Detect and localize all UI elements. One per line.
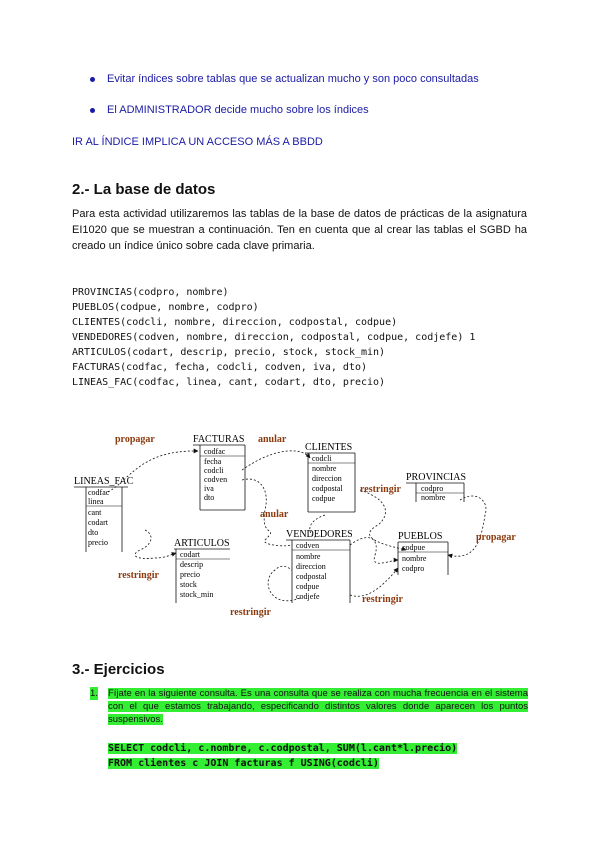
table-articulos (174, 538, 230, 603)
table-field: nombre (296, 552, 321, 561)
sql-line (108, 756, 457, 771)
table-field: cant (88, 508, 102, 517)
table-title: ARTICULOS (174, 538, 230, 549)
bullet-icon (90, 77, 95, 82)
table-field: codpro (402, 564, 425, 573)
label-restringir: restringir (118, 570, 159, 581)
table-title: VENDEDORES (286, 529, 353, 540)
table-field: precio (180, 570, 200, 579)
table-clientes (305, 442, 355, 512)
table-field: stock_min (180, 590, 214, 599)
label-anular: anular (260, 509, 289, 520)
table-facturas (193, 434, 245, 510)
schema-line: PUEBLOS(codpue, nombre, codpro) (72, 302, 259, 313)
table-field: nombre (421, 493, 446, 502)
table-title: PROVINCIAS (406, 472, 467, 483)
table-field: linea (88, 497, 104, 506)
table-field: codven (204, 475, 228, 484)
table-field: codpue (296, 582, 320, 591)
schema-line: FACTURAS(codfac, fecha, codcli, codven, iva, dto) (72, 362, 368, 373)
index-note: IR AL ÍNDICE IMPLICA UN ACCESO MÁS A BBDD (72, 136, 323, 148)
table-field: codpue (402, 543, 426, 552)
table-field: dto (88, 528, 99, 537)
schema-line: CLIENTES(codcli, nombre, direccion, codpostal, codpue) (72, 317, 398, 328)
table-field: direccion (312, 474, 342, 483)
table-field: dto (204, 493, 215, 502)
schema-line: LINEAS_FAC(codfac, linea, cant, codart, dto, precio) (72, 377, 386, 388)
sql-line-text: FROM clientes c JOIN facturas f USING(codcli) (108, 758, 379, 769)
table-title: FACTURAS (193, 434, 245, 445)
section-2-paragraph: Para esta actividad utilizaremos las tablas de la base de datos de prácticas de la asignatura EI1020 que se muestran a continuación. Ten en cuenta que al crear las tablas el SGBD ha creado un índice único sobre cada clave primaria. (72, 208, 527, 252)
table-vendedores (286, 529, 353, 603)
bullet-icon (90, 108, 95, 113)
table-field: codcli (312, 454, 332, 463)
table-field: codpue (312, 494, 336, 503)
table-lineas-fac (74, 476, 134, 552)
label-restringir: restringir (230, 607, 271, 618)
table-field: codfac (204, 447, 226, 456)
database-diagram (60, 420, 540, 620)
table-field: codart (88, 518, 108, 527)
table-field: fecha (204, 457, 222, 466)
schema-listing (72, 285, 475, 390)
table-title: PUEBLOS (398, 531, 443, 542)
table-pueblos (398, 531, 448, 575)
table-provincias (406, 472, 466, 502)
sql-line (108, 741, 457, 756)
table-field: codpro (421, 484, 444, 493)
sql-query (108, 741, 457, 771)
bullet-text: Evitar índices sobre tablas que se actualizan mucho y son poco consultadas (107, 73, 479, 85)
label-anular: anular (258, 434, 287, 445)
schema-line: PROVINCIAS(codpro, nombre) (72, 287, 229, 298)
exercise-1 (90, 687, 528, 726)
table-field: codven (296, 541, 320, 550)
exercise-text-highlight: Fíjate en la siguiente consulta. Es una consulta que se realiza con mucha frecuencia en el sistema con el que estamos trabajando, especificando distintos valores donde aparecen los puntos suspensivos. (108, 688, 528, 725)
exercise-number: 1. (90, 688, 98, 699)
table-field: nombre (312, 464, 337, 473)
table-field: codfac (88, 488, 110, 497)
table-field: codcli (204, 466, 224, 475)
table-title: CLIENTES (305, 442, 353, 453)
table-field: codart (180, 550, 200, 559)
schema-line: VENDEDORES(codven, nombre, direccion, codpostal, codpue, codjefe) 1 (72, 332, 476, 343)
table-field: stock (180, 580, 197, 589)
section-2-title: 2.- La base de datos (72, 181, 216, 198)
table-field: iva (204, 484, 214, 493)
table-field: nombre (402, 554, 427, 563)
table-field: codjefe (296, 592, 320, 601)
table-field: descrip (180, 560, 204, 569)
table-field: precio (88, 538, 108, 547)
section-3-title: 3.- Ejercicios (72, 661, 165, 678)
label-restringir: restringir (362, 594, 403, 605)
table-field: direccion (296, 562, 326, 571)
table-field: codpostal (312, 484, 343, 493)
label-restringir: restringir (360, 484, 401, 495)
table-field: codpostal (296, 572, 327, 581)
table-title: LINEAS_FAC (74, 476, 134, 487)
exercise-text (108, 687, 528, 726)
label-propagar: propagar (115, 434, 155, 445)
label-propagar: propagar (476, 532, 516, 543)
bullet-text: El ADMINISTRADOR decide mucho sobre los índices (107, 104, 369, 116)
schema-line: ARTICULOS(codart, descrip, precio, stock, stock_min) (72, 347, 386, 358)
sql-line-text: SELECT codcli, c.nombre, c.codpostal, SUM(l.cant*l.precio) (108, 743, 458, 754)
bullet-item (90, 104, 369, 116)
bullet-item (90, 73, 479, 85)
